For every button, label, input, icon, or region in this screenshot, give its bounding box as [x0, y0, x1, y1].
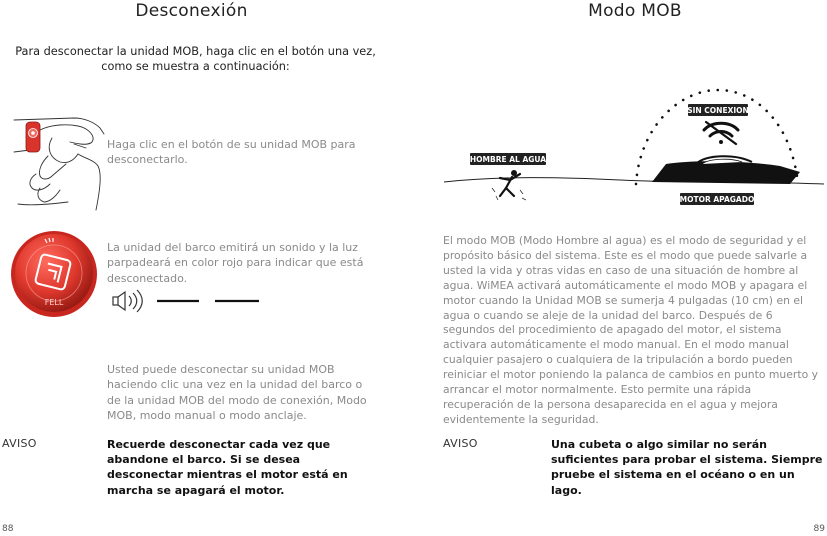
left-aviso-label: AVISO — [2, 437, 37, 450]
label-no-connection: SIN CONEXION — [687, 106, 749, 115]
left-page-title: Desconexión — [135, 1, 248, 21]
right-aviso-text: Una cubeta o algo similar no serán suficientes para probar el sistema. Siempre pruebe el sistema en el océano o en un lago. — [551, 438, 823, 497]
step3-text: Usted puede desconectar su unidad MOB haciendo clic una vez en la unidad del barco o de la unidad MOB del modo de conexión, Modo MOB, modo manual o modo anclaje. — [107, 363, 367, 422]
wifi-icon — [704, 122, 738, 144]
device-brand-label: FELL — [44, 298, 64, 307]
step1-text: Haga clic en el botón de su unidad MOB para desconectarlo. — [107, 138, 356, 167]
label-engine-off: MOTOR APAGADO — [679, 195, 755, 204]
left-page-number: 88 — [2, 524, 14, 534]
step2-text: La unidad del barco emitirá un sonido y la luz parpadeará en color rojo para indicar que está desconectado. — [107, 241, 364, 285]
right-page-number: 89 — [813, 524, 825, 534]
mob-mode-diagram — [440, 80, 827, 210]
wrist-click-illustration — [12, 114, 108, 212]
speaker-icon — [113, 290, 142, 312]
right-page-title: Modo MOB — [588, 1, 682, 21]
person-overboard-icon — [500, 170, 520, 196]
boat-icon — [652, 156, 800, 184]
left-aviso-text: Recuerde desconectar cada vez que abandone el barco. Si se desea desconectar mientras el motor está en marcha se apagará el motor. — [107, 438, 348, 497]
label-man-overboard: HOMBRE AL AGUA — [469, 155, 547, 164]
left-intro-text: Para desconectar la unidad MOB, haga clic en el botón una vez, como se muestra a continuación: — [15, 45, 376, 73]
mob-device-illustration — [8, 229, 100, 319]
mob-mode-body-text: El modo MOB (Modo Hombre al agua) es el modo de seguridad y el propósito básico del sistema. Este es el modo que puede salvarle a usted la vida y otras vidas en caso de una situación de hombre al agua. WiMEA activará automáticamente el modo MOB y apagara el motor cuando la Unidad MOB se sumerja 4 pulgadas (10 cm) en el agua o cuando se aleje de la unidad del barco. Después de 6 segundos del procedimiento de apagado del motor, el sistema activara automáticamente el modo manual. En el modo manual cualquier pasajero o cualquiera de la tripulación a bordo pueden reiniciar el motor poniendo la palanca de cambios en punto muerto y arrancar el motor normalmente. Esto permite una rápida recuperación de la persona desaparecida en el agua y mejora evidentemente la seguridad. — [443, 234, 819, 426]
sound-indicator — [111, 289, 261, 313]
right-aviso-label: AVISO — [443, 437, 478, 450]
